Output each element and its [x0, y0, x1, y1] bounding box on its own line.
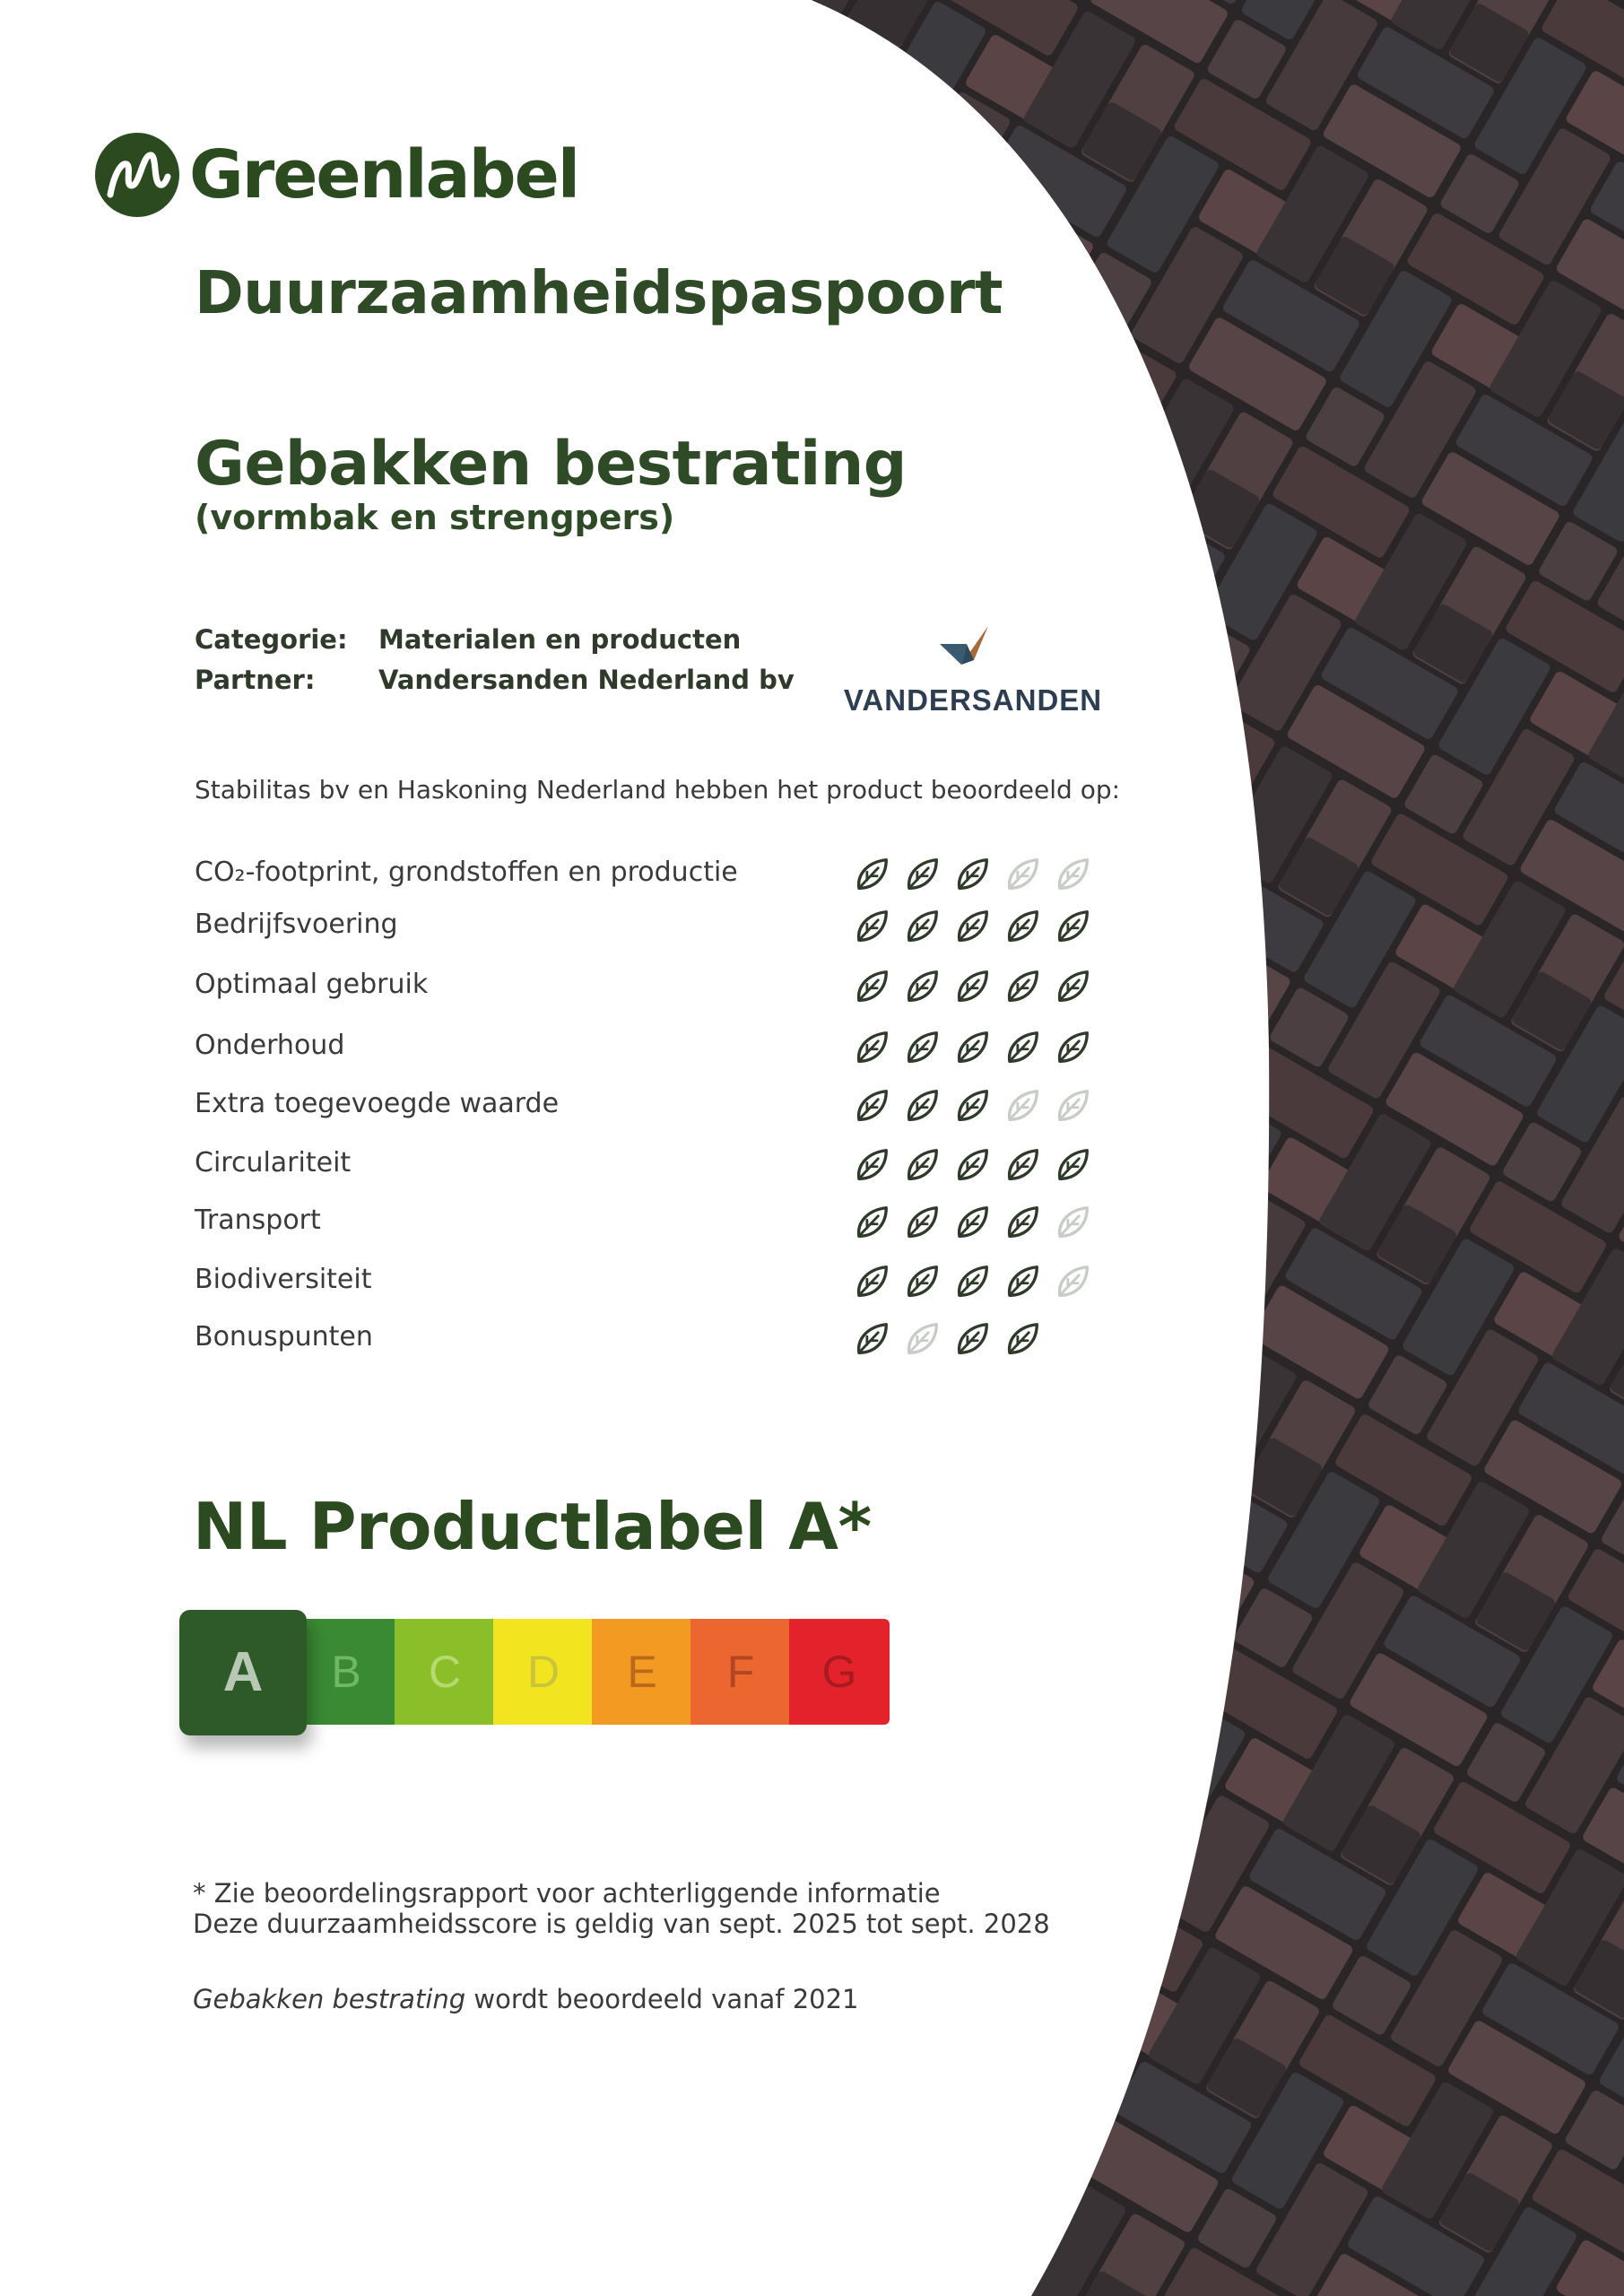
leaf-empty-icon [1003, 854, 1043, 894]
criterion-rating [852, 1144, 1093, 1185]
label-grade-g: G [789, 1619, 890, 1725]
leaf-empty-icon [1053, 1202, 1093, 1242]
document-title: Duurzaamheidspaspoort [195, 258, 1003, 327]
leaf-filled-icon [1053, 1144, 1093, 1185]
leaf-filled-icon [902, 966, 942, 1006]
criterion-rating [852, 966, 1093, 1006]
vandersanden-logo [843, 624, 1103, 723]
footnote-validity: Deze duurzaamheidsscore is geldig van sept. 2025 tot sept. 2028 [193, 1909, 1050, 1939]
leaf-filled-icon [902, 1261, 942, 1301]
partner-logo-text: VANDERSANDEN [843, 683, 1103, 717]
leaf-filled-icon [1003, 1027, 1043, 1067]
criterion-label: Extra toegevoegde waarde [195, 1088, 560, 1119]
leaf-filled-icon [952, 966, 993, 1006]
label-grade-b: B [296, 1619, 396, 1725]
leaf-filled-icon [852, 1202, 892, 1242]
criterion-label: CO₂-footprint, grondstoffen en productie [195, 857, 738, 888]
leaf-filled-icon [852, 854, 892, 894]
criterion-label: Biodiversiteit [195, 1264, 372, 1295]
category-value: Materialen en producten [378, 624, 742, 655]
criterion-label: Optimaal gebruik [195, 969, 429, 1000]
leaf-filled-icon [902, 906, 942, 946]
leaf-filled-icon [902, 1027, 942, 1067]
label-grade-e: E [592, 1619, 692, 1725]
criterion-label: Bonuspunten [195, 1321, 373, 1352]
leaf-empty-icon [902, 1318, 942, 1359]
footnote-report: * Zie beoordelingsrapport voor achterliggende informatie [193, 1878, 941, 1909]
leaf-filled-icon [902, 854, 942, 894]
leaf-filled-icon [1003, 1261, 1043, 1301]
criterion-rating [852, 854, 1093, 894]
footnote-product-name: Gebakken bestrating [193, 1984, 466, 2014]
leaf-filled-icon [1003, 1202, 1043, 1242]
criterion-rating [852, 1318, 1043, 1359]
greenlabel-logo [94, 130, 578, 220]
criterion-label: Transport [195, 1205, 321, 1236]
footnote-assessed-text: wordt beoordeeld vanaf 2021 [465, 1984, 859, 2014]
leaf-empty-icon [1053, 854, 1093, 894]
leaf-filled-icon [852, 1027, 892, 1067]
criterion-label: Onderhoud [195, 1030, 345, 1061]
leaf-filled-icon [852, 906, 892, 946]
leaf-filled-icon [1003, 1318, 1043, 1359]
leaf-filled-icon [952, 1261, 993, 1301]
criterion-rating [852, 1261, 1093, 1301]
leaf-filled-icon [902, 1202, 942, 1242]
criterion-label: Circulariteit [195, 1147, 352, 1178]
leaf-filled-icon [902, 1144, 942, 1185]
assessment-intro: Stabilitas bv en Haskoning Nederland hebben het product beoordeeld op: [195, 775, 1121, 804]
leaf-filled-icon [952, 854, 993, 894]
leaf-filled-icon [852, 1085, 892, 1126]
leaf-filled-icon [1053, 1027, 1093, 1067]
leaf-filled-icon [952, 1202, 993, 1242]
leaf-filled-icon [852, 1318, 892, 1359]
partner-key: Partner: [195, 665, 316, 695]
brand-name: Greenlabel [189, 136, 579, 213]
criterion-rating [852, 1027, 1093, 1067]
leaf-filled-icon [1053, 906, 1093, 946]
leaf-empty-icon [1053, 1261, 1093, 1301]
label-grade-c: C [395, 1619, 495, 1725]
leaf-filled-icon [952, 1027, 993, 1067]
leaf-filled-icon [1003, 966, 1043, 1006]
product-subtitle: (vormbak en strengpers) [195, 498, 675, 537]
product-label-title: NL Productlabel A* [193, 1489, 872, 1564]
criterion-rating [852, 1202, 1093, 1242]
leaf-filled-icon [852, 1261, 892, 1301]
criterion-rating [852, 1085, 1093, 1126]
leaf-empty-icon [1053, 1085, 1093, 1126]
product-title: Gebakken bestrating [195, 429, 907, 500]
leaf-filled-icon [1053, 966, 1093, 1006]
label-grade-d: D [493, 1619, 594, 1725]
label-grade-a-selected: A [179, 1610, 307, 1735]
leaf-filled-icon [852, 1144, 892, 1185]
leaf-filled-icon [1003, 906, 1043, 946]
leaf-filled-icon [952, 906, 993, 946]
partner-value: Vandersanden Nederland bv [378, 665, 795, 695]
energy-label-scale [179, 1610, 888, 1735]
leaf-filled-icon [852, 966, 892, 1006]
leaf-filled-icon [952, 1318, 993, 1359]
leaf-filled-icon [1003, 1144, 1043, 1185]
leaf-filled-icon [952, 1144, 993, 1185]
criterion-rating [852, 906, 1093, 946]
label-grade-f: F [690, 1619, 791, 1725]
criterion-label: Bedrijfsvoering [195, 909, 398, 940]
greenlabel-leaf-icon [94, 132, 180, 218]
leaf-filled-icon [902, 1085, 942, 1126]
leaf-empty-icon [1003, 1085, 1043, 1126]
footnote-assessed-since [193, 1984, 859, 2014]
category-key: Categorie: [195, 624, 348, 655]
leaf-filled-icon [952, 1085, 993, 1126]
